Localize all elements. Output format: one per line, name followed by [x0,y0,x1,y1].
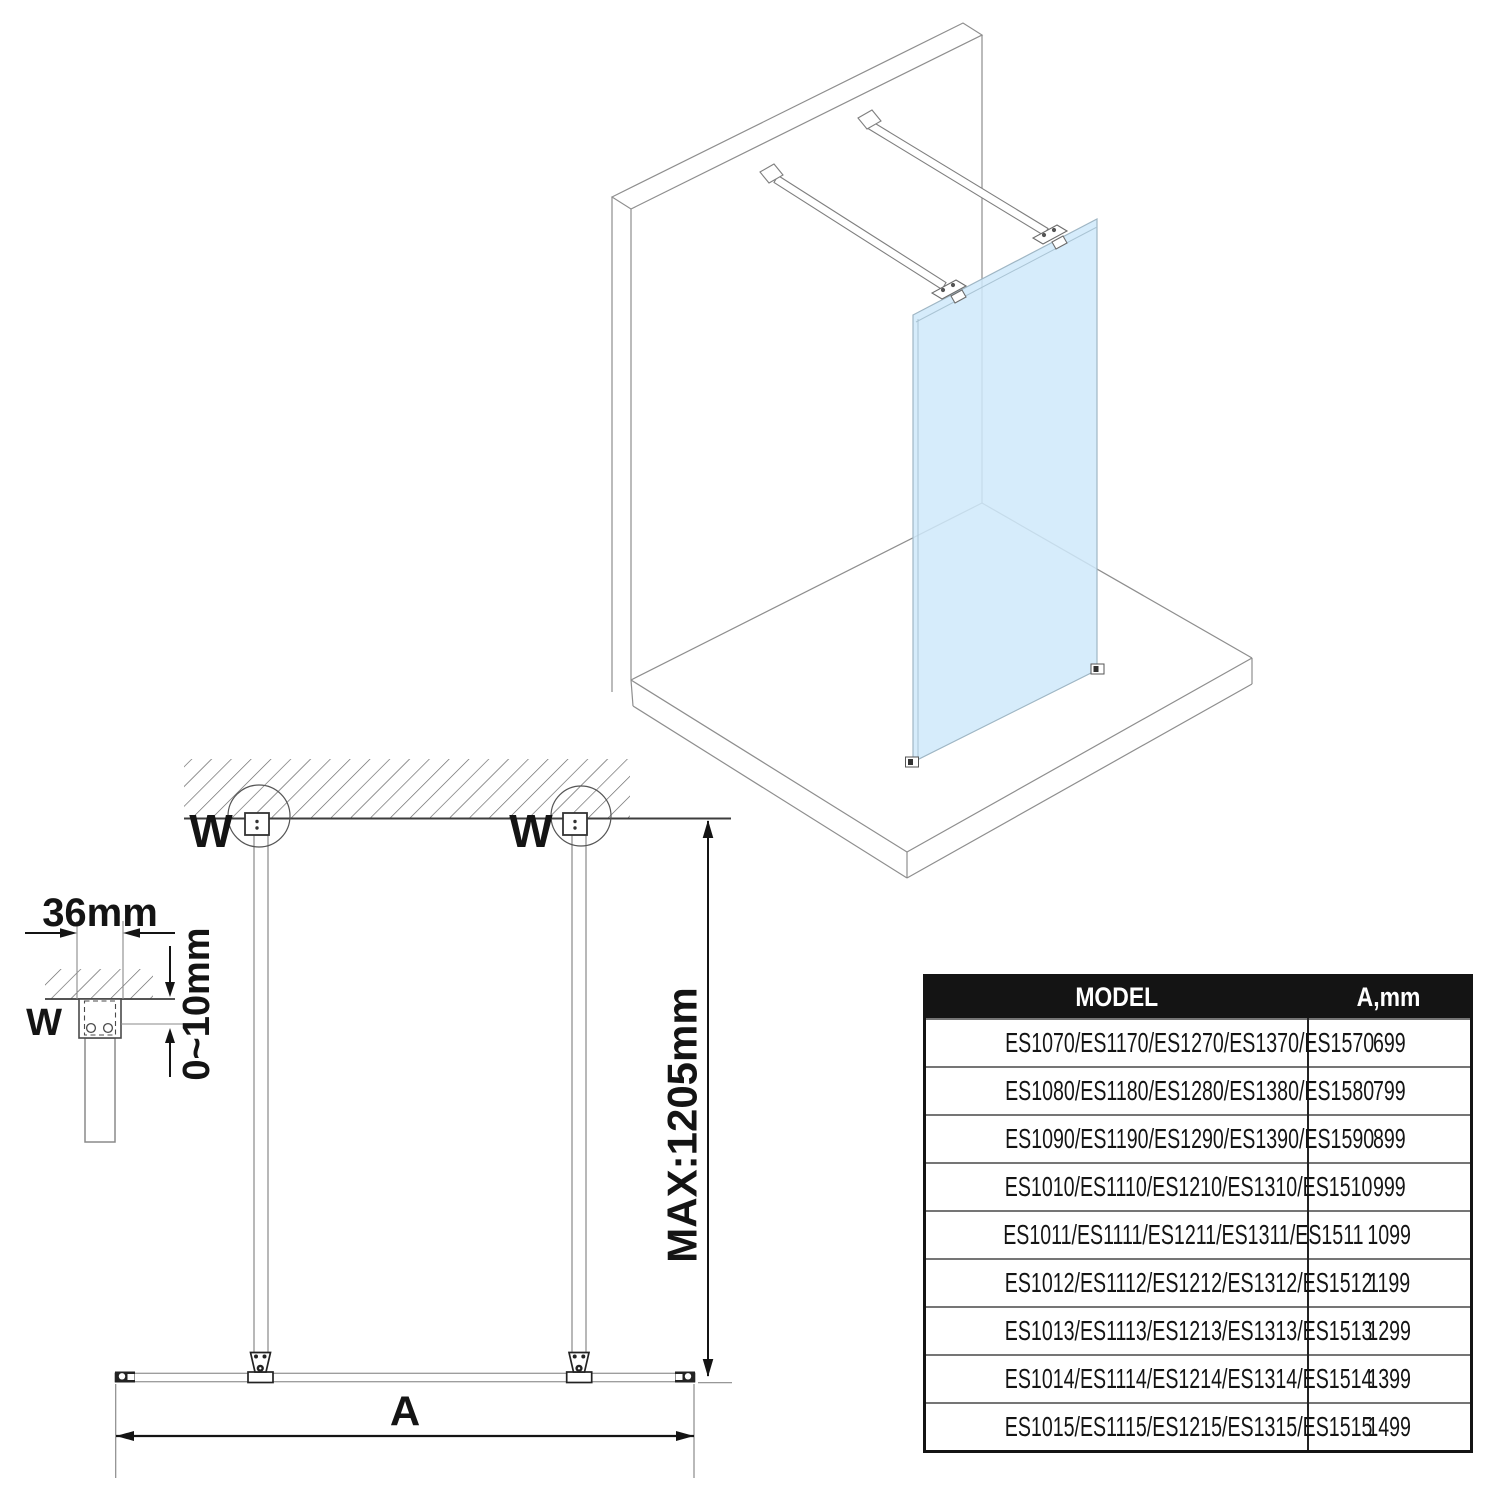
detail-bracket [79,999,121,1038]
model-cell: ES1011/ES1111/ES1211/ES1311/ES1511 [925,1211,1308,1259]
label-w-detail: W [26,1002,62,1044]
label-gap-range: 0~10mm [176,927,218,1081]
model-cell: ES1080/ES1180/ES1280/ES1380/ES1580 [925,1067,1308,1115]
column-header-a-mm: A,mm [1308,976,1472,1020]
model-cell: ES1015/ES1115/ES1215/ES1315/ES1515 [925,1403,1308,1452]
glass-foot-right [1091,664,1104,674]
size-cell: 1199 [1308,1259,1472,1307]
model-cell: ES1070/ES1170/ES1270/ES1370/ES1570 [925,1019,1308,1067]
size-cell: 1299 [1308,1307,1472,1355]
table-row [925,1163,1472,1211]
table-row [925,1403,1472,1452]
size-cell: 999 [1308,1163,1472,1211]
floor-left-top-edge [631,680,907,852]
model-size-table [923,974,1473,1453]
size-cell: 699 [1308,1019,1472,1067]
label-w-left: W [189,805,233,857]
model-cell: ES1013/ES1113/ES1213/ES1313/ES1513 [925,1307,1308,1355]
table-row [925,1211,1472,1259]
floor-left-corner-edge [631,680,633,706]
detail-view [45,969,194,1142]
labels [26,805,705,1435]
glass-foot-left [906,757,919,767]
model-cell: ES1090/ES1190/ES1290/ES1390/ES1590 [925,1115,1308,1163]
table-row [925,1067,1472,1115]
label-bracket-width: 36mm [42,891,158,935]
detail-hatch-band [45,969,153,999]
size-cell: 1399 [1308,1355,1472,1403]
table-row [925,1259,1472,1307]
support-bar-left-2d [254,835,268,1353]
support-bar-back [858,110,1048,236]
wall-hatch-band [184,759,630,818]
floor-left-bottom-edge [633,706,907,878]
size-cell: 899 [1308,1115,1472,1163]
model-cell: ES1010/ES1110/ES1210/ES1310/ES1510 [925,1163,1308,1211]
wall-top-face [612,23,982,209]
model-size-table-wrap [923,974,1470,1453]
model-cell: ES1014/ES1114/ES1214/ES1314/ES1514 [925,1355,1308,1403]
label-width-dim: A [389,1387,421,1435]
support-bar-front [760,164,946,290]
table-header-row [925,976,1472,1020]
glass-panel [913,219,1097,762]
support-bar-right-2d [572,835,586,1353]
label-w-right: W [509,805,553,857]
isometric-view [612,23,1252,878]
bar-end-cap-left [115,1372,135,1383]
bar-clamp-left [248,1353,273,1383]
model-cell: ES1012/ES1112/ES1212/ES1312/ES1512 [925,1259,1308,1307]
table-row [925,1355,1472,1403]
label-max-height: MAX:1205mm [658,987,706,1263]
bar-end-cap-right [675,1372,695,1383]
table-row [925,1115,1472,1163]
column-header-model: MODEL [925,976,1308,1020]
bar-clamp-right [567,1353,592,1383]
table-row [925,1307,1472,1355]
size-cell: 799 [1308,1067,1472,1115]
size-cell: 1499 [1308,1403,1472,1452]
size-cell: 1099 [1308,1211,1472,1259]
glass-top-edge-bar [115,1373,695,1381]
detail-bar [85,1038,115,1142]
table-row [925,1019,1472,1067]
